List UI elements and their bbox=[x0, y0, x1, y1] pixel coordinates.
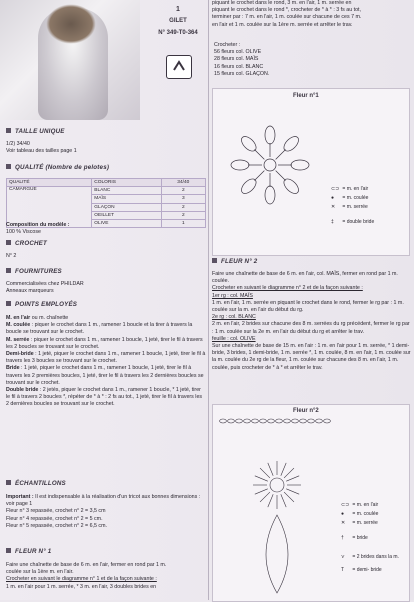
point-item: M. en l'air ou m. chaînette bbox=[6, 315, 69, 321]
stitch-line bbox=[254, 149, 264, 159]
text-line: piquant le crochet dans le rond, 3 m. en l'air, 1 m. serrée en bbox=[212, 0, 352, 6]
table-row: OLIVE 1 bbox=[7, 219, 206, 227]
fleur1-heading: FLEUR N° 1 bbox=[6, 548, 51, 555]
model-photo bbox=[0, 0, 140, 120]
petal-loop bbox=[231, 160, 249, 170]
legend-item: ● = m. coulée bbox=[341, 511, 379, 517]
chain-stitch bbox=[268, 419, 275, 423]
point-item: M. coulée : piquer le crochet dans 1 m., ramener 1 boucle et la tirer à travers la boucle se trouvant sur le crochet. bbox=[6, 322, 193, 336]
fleur1-text: Faire une chaînette de base de 6 m. en l'air, fermer en rond par 1 m. coulée sur la 1ère m. en l'air. Crocheter en suivant le diagramme n° 1 et de la façon suivante : 1 m. en l'air pour 1 m. serrée, * 3 m. en l'air, 3 doubles brides en bbox=[6, 562, 167, 590]
yarn-table bbox=[6, 178, 206, 228]
taille-heading: TAILLE UNIQUE bbox=[6, 128, 65, 135]
diagram-title: Fleur n°1 bbox=[293, 93, 319, 99]
bride-stitch bbox=[268, 494, 273, 507]
bride-stitch bbox=[255, 476, 268, 481]
legend-item: ✕ = m. serrée bbox=[341, 520, 378, 526]
top-right-text bbox=[212, 0, 412, 29]
chain-stitch bbox=[324, 419, 331, 423]
table-row: MAÏS 3 bbox=[7, 195, 206, 203]
fournitures-heading: FOURNITURES bbox=[6, 268, 62, 275]
chain-stitch bbox=[260, 419, 267, 423]
table-row: CAMARGUE BLANC 2 bbox=[7, 187, 206, 195]
chain-stitch bbox=[276, 419, 283, 423]
point-item: Demi-bride : 1 jeté, piquer le crochet dans 1 m., ramener 1 boucle, 1 jeté, tirer le fil à travers les 3 boucles se trouvant sur le crochet. bbox=[6, 351, 206, 365]
chain-stitch bbox=[284, 419, 291, 423]
crocheter-line: 56 fleurs col. OLIVE bbox=[214, 49, 262, 56]
bride-stitch bbox=[268, 463, 273, 476]
legend-item: ⋎ = 2 brides dans la m. bbox=[341, 554, 399, 560]
crocheter-line: 15 fleurs col. GLAÇON. bbox=[214, 70, 270, 77]
chain-stitch bbox=[316, 419, 323, 423]
crocheter-label: Crocheter : bbox=[214, 42, 241, 48]
points-heading: POINTS EMPLOYÉS bbox=[6, 301, 77, 308]
chain-stitch bbox=[244, 419, 251, 423]
diagram-fleur-2 bbox=[212, 404, 410, 602]
legend-item: ● = m. coulée bbox=[331, 195, 369, 201]
chain-stitch bbox=[228, 419, 235, 423]
table-header: QUALITÉ COLORIS 34/40 bbox=[7, 179, 206, 187]
legend-item: ✕ = m. serrée bbox=[331, 204, 368, 210]
table-row: GLAÇON 2 bbox=[7, 203, 206, 211]
stitch-line bbox=[276, 171, 286, 181]
echantillons-text: Important : Il est indispensable à la réalisation d'un tricot aux bonnes dimensions : voir page 1 Fleur n° 3 repassée, crochet n° 2 = 3,5 cm Fleur n° 4 repassée, crochet n° 2 = 5 cm. Fleur n° 5 repassée, crochet n° 2 = 6,5 cm. bbox=[6, 494, 201, 529]
crochet-heading: CROCHET bbox=[6, 240, 47, 247]
diagram-title: Fleur n°2 bbox=[293, 408, 319, 414]
legend-item: T = demi- bride bbox=[341, 567, 382, 573]
diagram-fleur-1 bbox=[212, 88, 410, 256]
point-item: M. serrée : piquer le crochet dans 1 m., ramener 1 boucle, 1 jeté, tirer le fil à travers les 2 boucles se trouvant sur le crochet. bbox=[6, 336, 203, 350]
qualite-heading: QUALITÉ (Nombre de pelotes) bbox=[6, 164, 109, 171]
chain-stitch bbox=[236, 419, 243, 423]
composition: Composition du modèle : 100 % Viscose bbox=[6, 222, 70, 236]
pattern-reference: N° 349-T0-364 bbox=[158, 30, 198, 36]
crocheter-line: 28 fleurs col. MAÏS bbox=[214, 56, 259, 63]
echantillons-heading: ÉCHANTILLONS bbox=[6, 480, 66, 487]
text-line: terminer par : 7 m. en l'air, 1 m. coulée sur chacune de ces 7 m. bbox=[212, 14, 362, 21]
flower2-chart bbox=[215, 415, 345, 599]
crocheter-block bbox=[214, 42, 394, 78]
fleur2-text: Faire une chaînette de base de 6 m. en l'air, col. MAÏS, fermer en rond par 1 m. coulée. Crocheter en suivant le diagramme n° 2 et de la façon suivante : 1er rg : col. MAÏS 1 m. en l'air, 1 m. serrée en piquant le crochet dans le rond, fermer le rg par : 1 m. coulée sur la m. en l'air du début du rg. 2e rg : col. BLANC 2 m. en l'air, 2 brides sur chacune des 8 m. serrées du rg précédent, fermer le rg par : 1 m. coulée sur la 2e m. en l'air du début du rg et arrêter le trav. feuille : col. OLIVE Sur une chaînette de base de 15 m. en l'air : 1 m. en l'air pour 1 m. serrée, * 1 demi-bride, 3 brides, 1 demi-bride, 1 m. serrée *, 1 m. coulée, 8 m. en l'air, 1 m. coulée sur la m. coulée du 2e rg de la fleur, 1 m. coulée sur chacune des 8 m. en l'air, 1 m. coulée, puis crocheter de * à * et arrêter le trav. bbox=[212, 271, 411, 371]
bride-stitch bbox=[281, 463, 286, 476]
text-line: 1/2) 34/40 bbox=[6, 141, 30, 147]
bride-stitch bbox=[286, 476, 299, 481]
crochet-value: N° 2 bbox=[6, 253, 17, 259]
fournitures-text: Commercialisées chez PHILDAR Anneaux marqueurs bbox=[6, 281, 84, 295]
legend-item: ⊂⊃ = m. en l'air bbox=[341, 502, 379, 508]
chain-stitch bbox=[252, 419, 259, 423]
bride-stitch bbox=[255, 489, 268, 494]
chain-stitch bbox=[300, 419, 307, 423]
bride-stitch bbox=[284, 492, 294, 502]
legend-item: ‡ = double bride bbox=[331, 219, 375, 225]
text-line: Voir tableau des tailles page 1 bbox=[6, 148, 77, 155]
pattern-number: 1 bbox=[176, 6, 180, 13]
point-item: Bride : 1 jeté, piquer le crochet dans 1 m., ramener 1 boucle, 1 jeté, tirer le fil à travers les 2 premières boucles, 1 jeté, tirer le fil à travers les 2 dernières boucles se trouvant sur le crochet. bbox=[6, 365, 204, 386]
leaf-outline bbox=[266, 515, 288, 593]
text-line: en l'air et 1 m. coulée sur la 1ère m. serrée et arrêter le trav. bbox=[212, 21, 353, 28]
taille-text bbox=[6, 141, 206, 155]
bride-stitch bbox=[260, 468, 270, 478]
diagram1-legend bbox=[331, 185, 407, 227]
table-row: OEILLET 2 bbox=[7, 211, 206, 219]
petal-loop bbox=[265, 186, 275, 204]
petal-loop bbox=[265, 126, 275, 144]
stitch-line bbox=[276, 149, 286, 159]
flower1-chart bbox=[215, 103, 335, 253]
bride-stitch bbox=[260, 492, 270, 502]
bride-stitch bbox=[281, 494, 286, 507]
legend-item: ⊂⊃ = m. en l'air bbox=[331, 186, 369, 192]
chain-stitch bbox=[220, 419, 227, 423]
bride-stitch bbox=[284, 468, 294, 478]
column-divider bbox=[208, 0, 209, 600]
chain-stitch bbox=[308, 419, 315, 423]
crocheter-line: 16 fleurs col. BLANC bbox=[214, 63, 264, 70]
petal-loop bbox=[291, 160, 309, 170]
diagram2-legend bbox=[341, 501, 409, 575]
stitch-line bbox=[254, 171, 264, 181]
model-hair bbox=[46, 4, 96, 44]
legend-item: † = bride bbox=[341, 535, 368, 541]
point-item: Double bride : 2 jetés, piquer le crochet dans 1 m., ramener 1 boucle, * 1 jeté, tirer le fil à travers 2 boucles *, répéter de * à * : 2 fs au tot., 1 jeté, tirer le fil à travers les 2 dernières boucles se trouvant sur le crochet. bbox=[6, 387, 203, 408]
pattern-title: GILET bbox=[169, 18, 187, 24]
pattern-badge bbox=[146, 0, 210, 120]
fleur2-heading: FLEUR N° 2 bbox=[212, 258, 257, 265]
chain-stitch bbox=[292, 419, 299, 423]
points-list bbox=[6, 315, 206, 409]
text-line: piquant le crochet dans le rond *, crocheter de * à * : 3 fs au tot, bbox=[212, 7, 361, 14]
difficulty-icon bbox=[166, 55, 192, 79]
center-ring bbox=[270, 478, 284, 492]
bride-stitch bbox=[286, 489, 299, 494]
